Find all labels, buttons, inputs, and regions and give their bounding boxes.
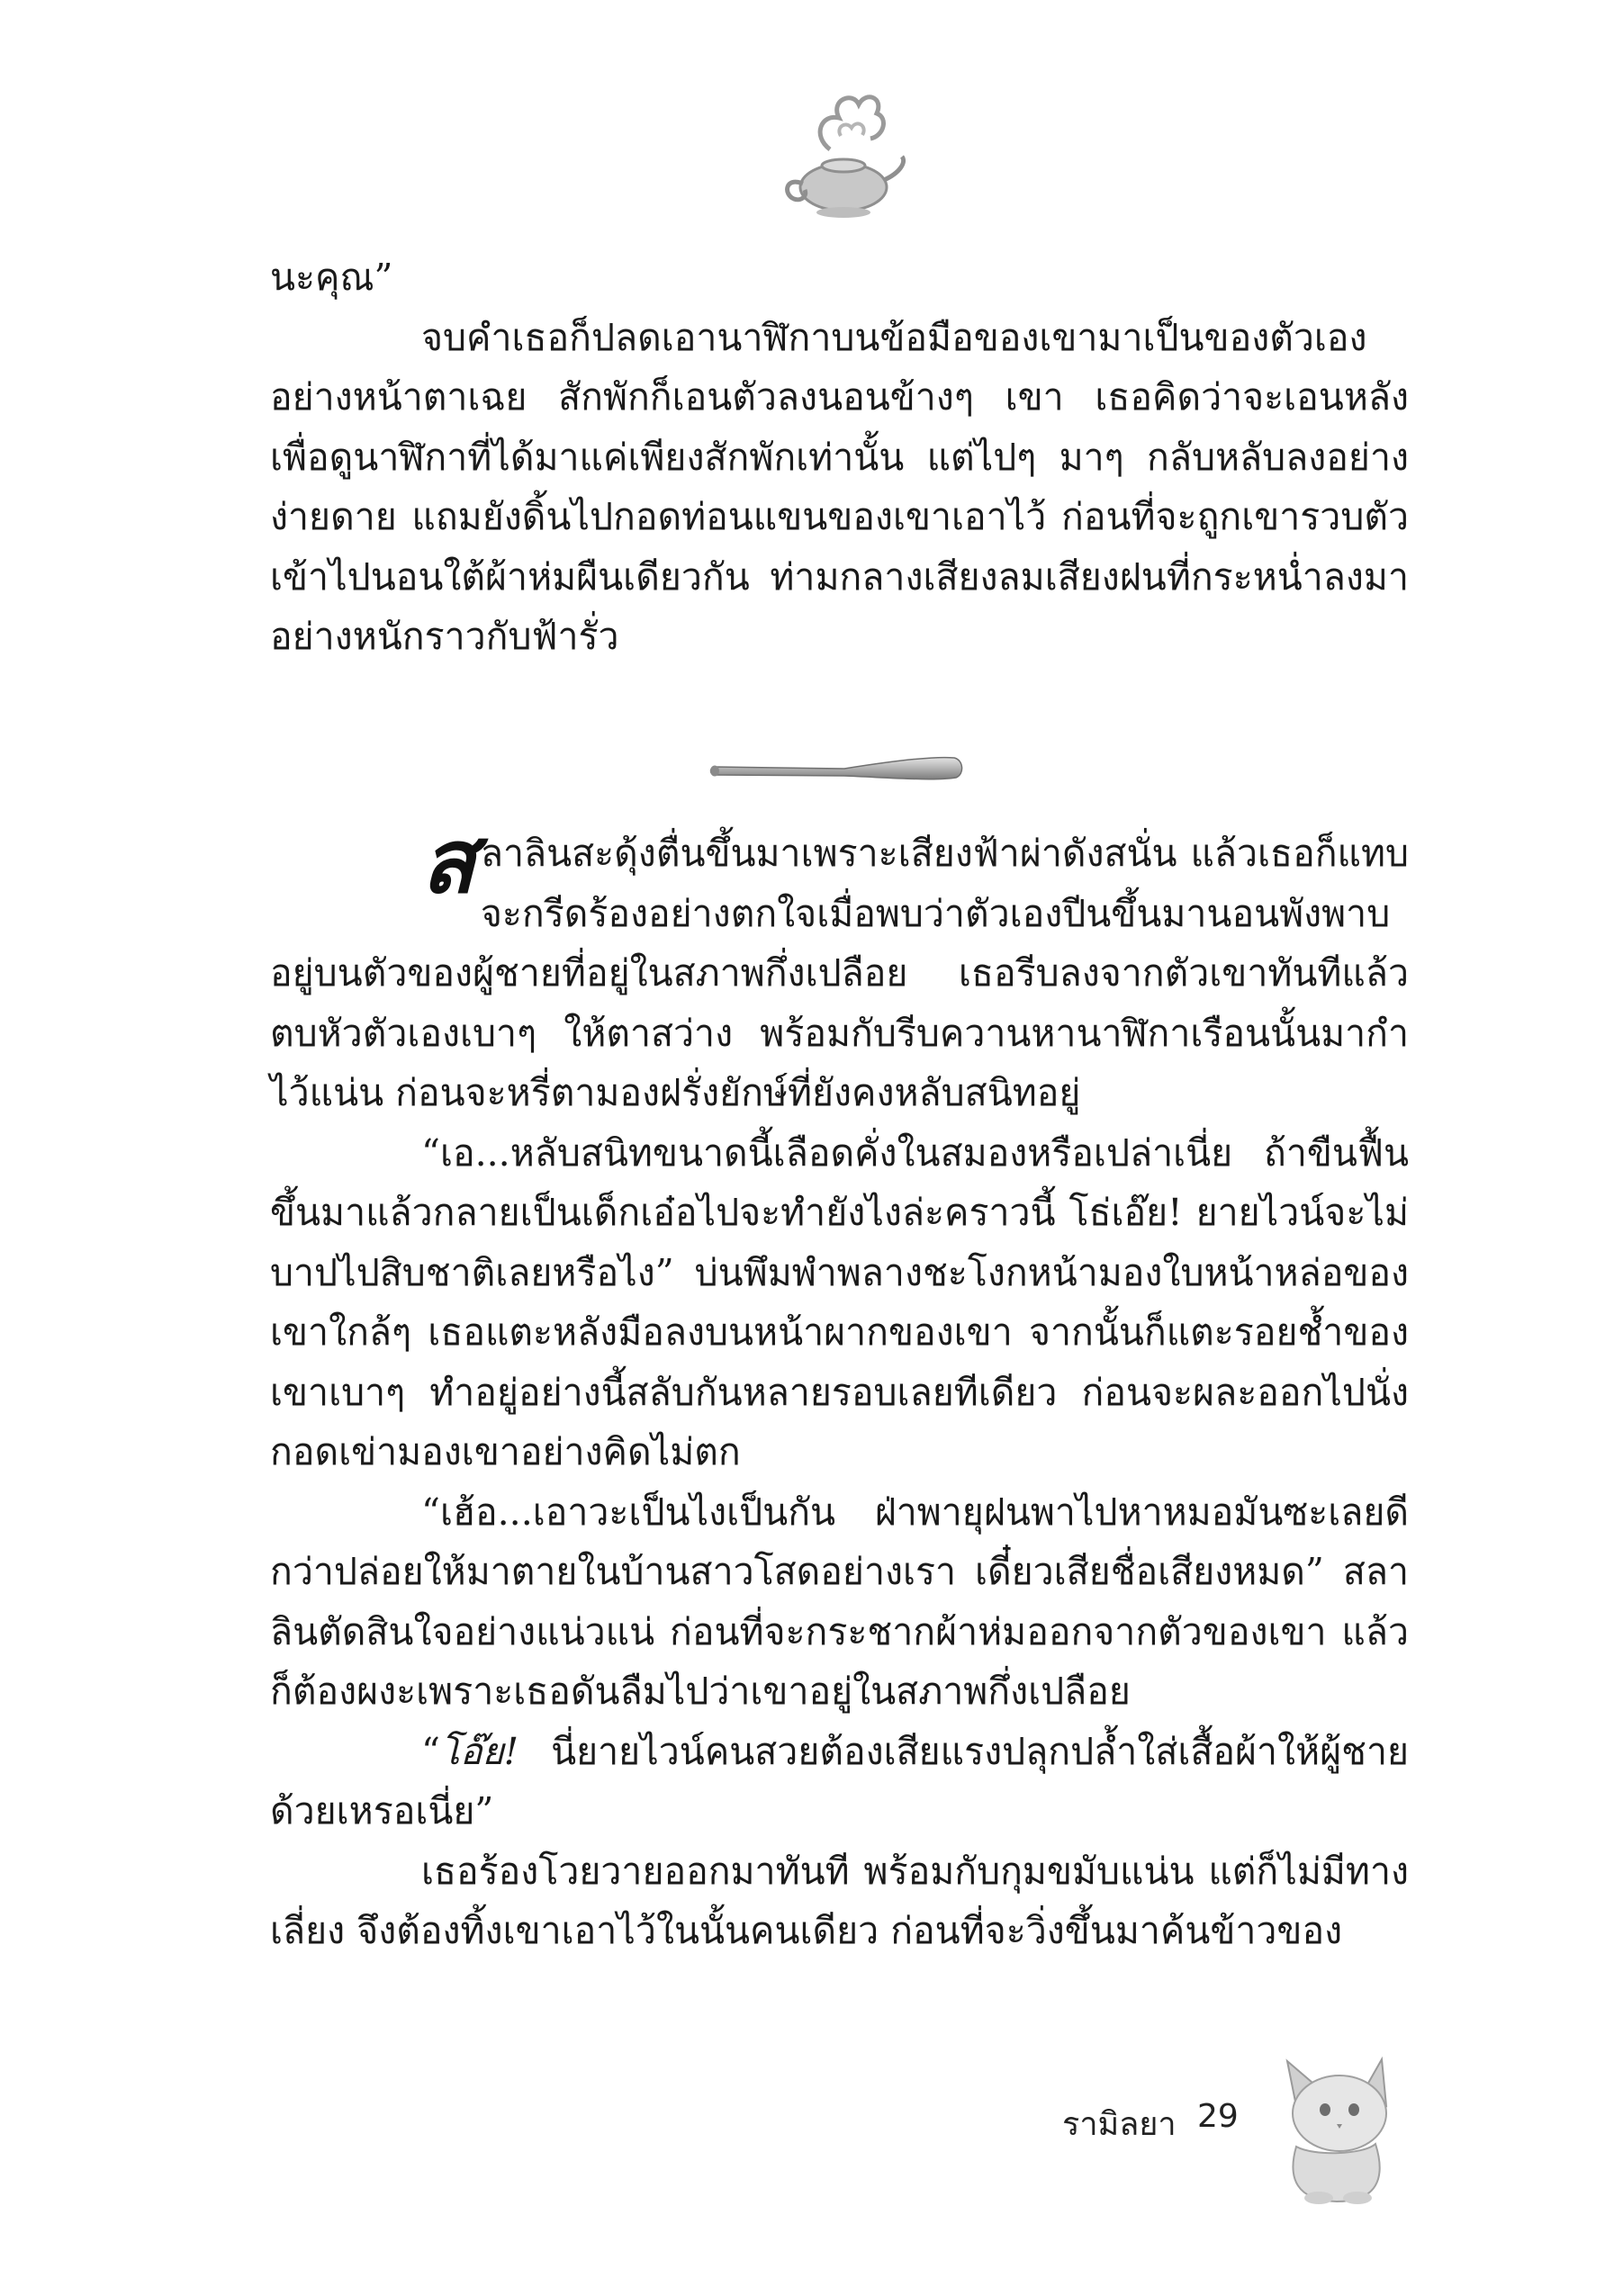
quote-open: “: [421, 1729, 440, 1773]
kitten-icon: [1260, 2043, 1404, 2205]
paragraph-runs-upstairs: เธอร้องโวยวายออกมาทันที พร้อมกับกุมขมับแน่น แต่ก็ไม่มีทางเลี่ยง จึงต้องทิ้งเขาเอาไว้ในนั้นคนเดียว ก่อนที่จะวิ่งขึ้นมาค้นข้าวของ: [270, 1849, 1409, 1952]
baseball-bat-icon: [709, 752, 966, 790]
paragraph-decides-doctor: “เฮ้อ...เอาวะเป็นไงเป็นกัน ฝ่าพายุฝนพาไปหาหมอมันซะเลยดีกว่าปล่อยให้มาตายในบ้านสาวโสดอย่างเรา เดี๋ยวเสียชื่อเสียงหมด” สลาลินตัดสินใจอย่างแน่วแน่ ก่อนที่จะกระชากผ้าห่มออกจากตัวของเขา แล้วก็ต้องผงะเพราะเธอดันลืมไปว่าเขาอยู่ในสภาพกึ่งเปลือย: [270, 1490, 1409, 1713]
paragraph-exclamation: [270, 1722, 1409, 1841]
top-text-block: [270, 248, 1409, 667]
main-text-block: [270, 811, 1409, 1961]
paragraph-falls-asleep: จบคำเธอก็ปลดเอานาฬิกาบนข้อมือของเขามาเป็นของตัวเองอย่างหน้าตาเฉย สักพักก็เอนตัวลงนอนข้างๆ เขา เธอคิดว่าจะเอนหลังเพื่อดูนาฬิกาที่ได้มาแค่เพียงสักพักเท่านั้น แต่ไปๆ มาๆ กลับหลับลงอย่างง่ายดาย แถมยังดิ้นไปกอดท่อนแขนของเขาเอาไว้ ก่อนที่จะถูกเขารวบตัวเข้าไปนอนใต้ผ้าห่มผืนเดียวกัน ท่ามกลางเสียงลมเสียงฝนที่กระหน่ำลงมาอย่างหนักราวกับฟ้ารั่ว: [270, 315, 1409, 658]
exclamation-rest: นี่ยายไวน์คนสวยต้องเสียแรงปลุกปล้ำใส่เสื้อผ้าให้ผู้ชายด้วยเหรอเนี่ย”: [270, 1729, 1409, 1832]
paragraph-wakes-up-text: ลาลินสะดุ้งตื่นขึ้นมาเพราะเสียงฟ้าผ่าดังสนั่น แล้วเธอก็แทบจะกรีดร้องอย่างตกใจเมื่อพบว่าตัวเองปีนขึ้นมานอนพังพาบอยู่บนตัวของผู้ชายที่อยู่ในสภาพกึ่งเปลือย เธอรีบลงจากตัวเขาทันทีแล้วตบหัวตัวเองเบาๆ ให้ตาสว่าง พร้อมกับรีบควานหานาฬิกาเรือนนั้นมากำไว้แน่น ก่อนจะหรี่ตามองฝรั่งยักษ์ที่ยังคงหลับสนิทอยู่: [270, 832, 1409, 1114]
page-number: 29: [1197, 2098, 1239, 2135]
teapot-with-steam-icon: [776, 86, 911, 226]
paragraph-wakes-up: [270, 811, 1409, 1123]
paragraph-worried-monologue: “เอ...หลับสนิทขนาดนี้เลือดคั่งในสมองหรือเปล่าเนี่ย ถ้าขืนฟื้นขึ้นมาแล้วกลายเป็นเด็กเอ๋อไปจะทำยังไงล่ะคราวนี้ โธ่เอ๊ย! ยายไวน์จะไม่บาปไปสิบชาติเลยหรือไง” บ่นพึมพำพลางชะโงกหน้ามองใบหน้าหล่อของเขาใกล้ๆ เธอแตะหลังมือลงบนหน้าผากของเขา จากนั้นก็แตะรอยช้ำของเขาเบาๆ ทำอยู่อย่างนี้สลับกันหลายรอบเลยทีเดียว ก่อนจะผละออกไปนั่งกอดเข่ามองเขาอย่างคิดไม่ตก: [270, 1130, 1409, 1473]
author-name: รามิลยา: [1062, 2106, 1177, 2143]
drop-cap: ส: [421, 811, 475, 914]
page-footer: [0, 2061, 1605, 2241]
exclamation-italic: โอ๊ย!: [439, 1729, 519, 1773]
paragraph-closing-quote: นะคุณ”: [270, 256, 393, 299]
